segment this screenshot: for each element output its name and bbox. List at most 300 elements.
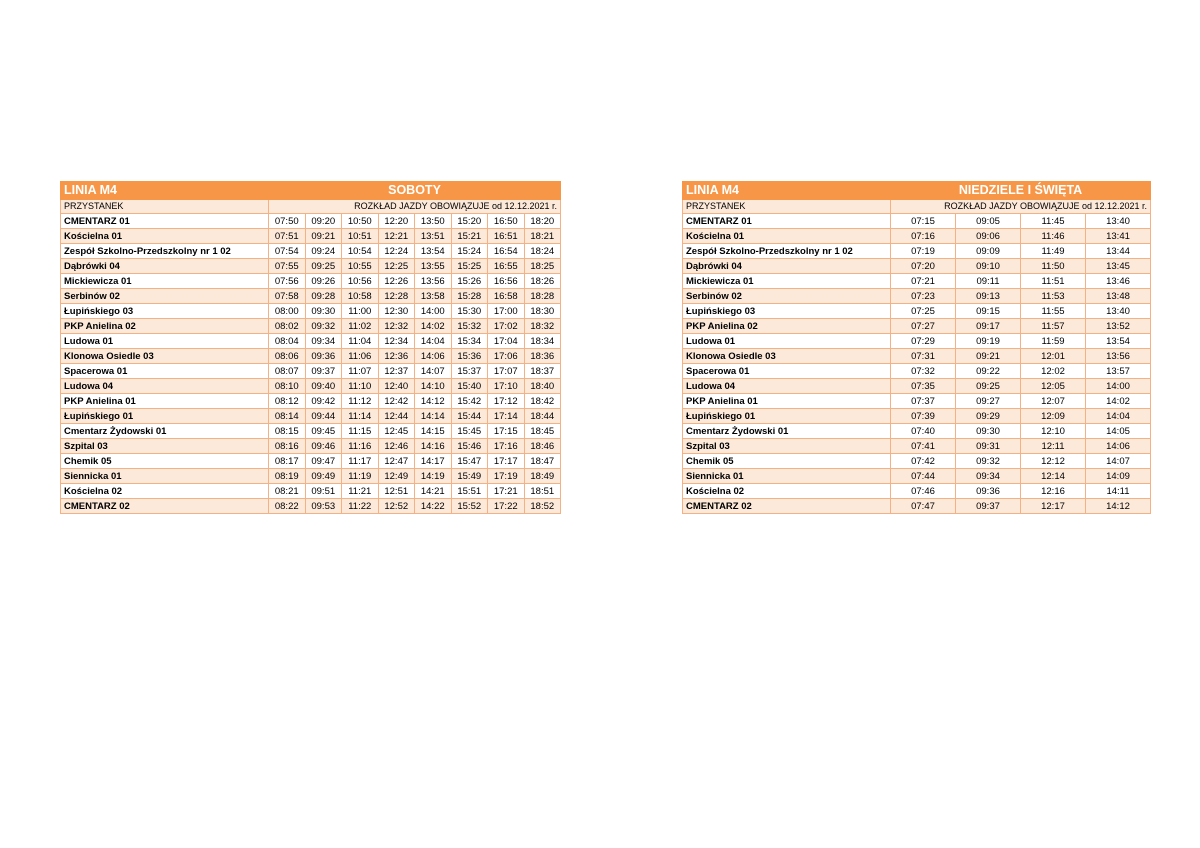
- stop-name: CMENTARZ 01: [61, 214, 269, 229]
- departure-time: 13:55: [415, 259, 452, 274]
- departure-time: 10:56: [342, 274, 379, 289]
- stop-name: CMENTARZ 02: [683, 499, 891, 514]
- departure-time: 18:32: [524, 319, 561, 334]
- stop-column-header: PRZYSTANEK: [61, 200, 269, 214]
- table-row: [61, 214, 561, 229]
- validity-note: ROZKŁAD JAZDY OBOWIĄZUJE od 12.12.2021 r.: [269, 200, 561, 214]
- departure-time: 11:50: [1021, 259, 1086, 274]
- table-row: [683, 454, 1151, 469]
- departure-time: 15:47: [451, 454, 488, 469]
- stop-name: Ludowa 01: [61, 334, 269, 349]
- departure-time: 07:25: [891, 304, 956, 319]
- departure-time: 12:02: [1021, 364, 1086, 379]
- departure-time: 10:51: [342, 229, 379, 244]
- table-row: [61, 439, 561, 454]
- departure-time: 11:07: [342, 364, 379, 379]
- departure-time: 15:26: [451, 274, 488, 289]
- departure-time: 09:24: [305, 244, 342, 259]
- table-row: [683, 274, 1151, 289]
- departure-time: 07:42: [891, 454, 956, 469]
- departure-time: 08:10: [269, 379, 306, 394]
- departure-time: 07:56: [269, 274, 306, 289]
- departure-time: 17:00: [488, 304, 525, 319]
- departure-time: 15:46: [451, 439, 488, 454]
- departure-time: 12:42: [378, 394, 415, 409]
- departure-time: 16:50: [488, 214, 525, 229]
- departure-time: 14:05: [1086, 424, 1151, 439]
- departure-time: 12:51: [378, 484, 415, 499]
- departure-time: 09:26: [305, 274, 342, 289]
- departure-time: 16:55: [488, 259, 525, 274]
- stop-name: Kościelna 02: [683, 484, 891, 499]
- departure-time: 11:17: [342, 454, 379, 469]
- departure-time: 18:30: [524, 304, 561, 319]
- departure-time: 17:06: [488, 349, 525, 364]
- departure-time: 07:46: [891, 484, 956, 499]
- departure-time: 15:44: [451, 409, 488, 424]
- departure-time: 11:53: [1021, 289, 1086, 304]
- departure-time: 18:46: [524, 439, 561, 454]
- departure-time: 09:31: [956, 439, 1021, 454]
- departure-time: 09:21: [956, 349, 1021, 364]
- stop-name: Ludowa 04: [61, 379, 269, 394]
- departure-time: 18:44: [524, 409, 561, 424]
- departure-time: 18:45: [524, 424, 561, 439]
- departure-time: 07:35: [891, 379, 956, 394]
- departure-time: 09:28: [305, 289, 342, 304]
- departure-time: 08:02: [269, 319, 306, 334]
- departure-time: 18:47: [524, 454, 561, 469]
- table-row: [683, 229, 1151, 244]
- departure-time: 12:07: [1021, 394, 1086, 409]
- departure-time: 14:07: [1086, 454, 1151, 469]
- departure-time: 10:50: [342, 214, 379, 229]
- departure-time: 09:25: [956, 379, 1021, 394]
- departure-time: 07:20: [891, 259, 956, 274]
- stop-name: Siennicka 01: [61, 469, 269, 484]
- stop-name: Mickiewicza 01: [683, 274, 891, 289]
- departure-time: 09:51: [305, 484, 342, 499]
- departure-time: 13:52: [1086, 319, 1151, 334]
- table-row: [61, 229, 561, 244]
- departure-time: 11:02: [342, 319, 379, 334]
- departure-time: 18:25: [524, 259, 561, 274]
- departure-time: 12:20: [378, 214, 415, 229]
- departure-time: 07:58: [269, 289, 306, 304]
- stop-name: Serbinów 02: [61, 289, 269, 304]
- line-label: LINIA M4: [61, 182, 269, 200]
- departure-time: 07:55: [269, 259, 306, 274]
- departure-time: 12:01: [1021, 349, 1086, 364]
- departure-time: 07:29: [891, 334, 956, 349]
- day-type-title: NIEDZIELE I ŚWIĘTA: [891, 182, 1151, 200]
- departure-time: 18:40: [524, 379, 561, 394]
- departure-time: 09:15: [956, 304, 1021, 319]
- departure-time: 13:56: [415, 274, 452, 289]
- departure-time: 09:17: [956, 319, 1021, 334]
- departure-time: 16:58: [488, 289, 525, 304]
- departure-time: 15:25: [451, 259, 488, 274]
- table-row: [683, 334, 1151, 349]
- departure-time: 16:51: [488, 229, 525, 244]
- table-row: [61, 289, 561, 304]
- table-row: [683, 424, 1151, 439]
- departure-time: 18:37: [524, 364, 561, 379]
- departure-time: 17:17: [488, 454, 525, 469]
- stop-column-header: PRZYSTANEK: [683, 200, 891, 214]
- departure-time: 11:51: [1021, 274, 1086, 289]
- stop-name: Zespół Szkolno-Przedszkolny nr 1 02: [61, 244, 269, 259]
- stop-name: CMENTARZ 02: [61, 499, 269, 514]
- stop-name: Serbinów 02: [683, 289, 891, 304]
- stop-name: Łupińskiego 03: [683, 304, 891, 319]
- departure-time: 07:41: [891, 439, 956, 454]
- departure-time: 11:19: [342, 469, 379, 484]
- table-row: [683, 304, 1151, 319]
- table-row: [683, 469, 1151, 484]
- departure-time: 07:27: [891, 319, 956, 334]
- departure-time: 07:23: [891, 289, 956, 304]
- departure-time: 12:49: [378, 469, 415, 484]
- departure-time: 12:32: [378, 319, 415, 334]
- departure-time: 12:24: [378, 244, 415, 259]
- departure-time: 18:36: [524, 349, 561, 364]
- table-row: [61, 349, 561, 364]
- departure-time: 12:12: [1021, 454, 1086, 469]
- departure-time: 12:34: [378, 334, 415, 349]
- departure-time: 09:37: [305, 364, 342, 379]
- departure-time: 09:32: [956, 454, 1021, 469]
- departure-time: 17:07: [488, 364, 525, 379]
- departure-time: 09:20: [305, 214, 342, 229]
- stop-name: CMENTARZ 01: [683, 214, 891, 229]
- departure-time: 18:49: [524, 469, 561, 484]
- departure-time: 12:44: [378, 409, 415, 424]
- departure-time: 12:45: [378, 424, 415, 439]
- departure-time: 14:00: [415, 304, 452, 319]
- stop-name: Dąbrówki 04: [683, 259, 891, 274]
- departure-time: 13:54: [1086, 334, 1151, 349]
- departure-time: 13:45: [1086, 259, 1151, 274]
- departure-time: 07:39: [891, 409, 956, 424]
- table-row: [683, 319, 1151, 334]
- departure-time: 15:37: [451, 364, 488, 379]
- departure-time: 09:09: [956, 244, 1021, 259]
- departure-time: 11:14: [342, 409, 379, 424]
- departure-time: 17:12: [488, 394, 525, 409]
- departure-time: 12:36: [378, 349, 415, 364]
- stop-name: Mickiewicza 01: [61, 274, 269, 289]
- table-row: [61, 394, 561, 409]
- departure-time: 08:16: [269, 439, 306, 454]
- departure-time: 09:36: [956, 484, 1021, 499]
- table-row: [61, 424, 561, 439]
- departure-time: 11:21: [342, 484, 379, 499]
- stop-name: Chemik 05: [61, 454, 269, 469]
- stop-name: Kościelna 02: [61, 484, 269, 499]
- departure-time: 11:12: [342, 394, 379, 409]
- departure-time: 09:19: [956, 334, 1021, 349]
- departure-time: 08:14: [269, 409, 306, 424]
- departure-time: 12:30: [378, 304, 415, 319]
- departure-time: 07:40: [891, 424, 956, 439]
- departure-time: 12:47: [378, 454, 415, 469]
- departure-time: 11:00: [342, 304, 379, 319]
- departure-time: 14:17: [415, 454, 452, 469]
- departure-time: 18:51: [524, 484, 561, 499]
- stop-name: Cmentarz Żydowski 01: [683, 424, 891, 439]
- departure-time: 17:15: [488, 424, 525, 439]
- table-row: [61, 304, 561, 319]
- departure-time: 10:58: [342, 289, 379, 304]
- departure-time: 09:27: [956, 394, 1021, 409]
- sunday-timetable: [682, 181, 1151, 514]
- departure-time: 15:32: [451, 319, 488, 334]
- departure-time: 10:54: [342, 244, 379, 259]
- departure-time: 15:24: [451, 244, 488, 259]
- departure-time: 09:29: [956, 409, 1021, 424]
- departure-time: 08:12: [269, 394, 306, 409]
- departure-time: 18:34: [524, 334, 561, 349]
- departure-time: 14:02: [415, 319, 452, 334]
- departure-time: 08:15: [269, 424, 306, 439]
- table-row: [61, 454, 561, 469]
- table-row: [61, 244, 561, 259]
- departure-time: 15:21: [451, 229, 488, 244]
- departure-time: 13:54: [415, 244, 452, 259]
- table-row: [683, 439, 1151, 454]
- departure-time: 09:44: [305, 409, 342, 424]
- table-row: [683, 244, 1151, 259]
- departure-time: 12:11: [1021, 439, 1086, 454]
- departure-time: 10:55: [342, 259, 379, 274]
- departure-time: 15:45: [451, 424, 488, 439]
- departure-time: 18:52: [524, 499, 561, 514]
- table-row: [61, 499, 561, 514]
- departure-time: 07:32: [891, 364, 956, 379]
- table-row: [61, 484, 561, 499]
- departure-time: 07:37: [891, 394, 956, 409]
- stop-name: PKP Anielina 01: [61, 394, 269, 409]
- departure-time: 09:21: [305, 229, 342, 244]
- departure-time: 08:06: [269, 349, 306, 364]
- departure-time: 17:02: [488, 319, 525, 334]
- departure-time: 14:16: [415, 439, 452, 454]
- departure-time: 07:54: [269, 244, 306, 259]
- departure-time: 12:40: [378, 379, 415, 394]
- departure-time: 08:21: [269, 484, 306, 499]
- departure-time: 13:51: [415, 229, 452, 244]
- stop-name: Spacerowa 01: [61, 364, 269, 379]
- departure-time: 11:57: [1021, 319, 1086, 334]
- departure-time: 18:24: [524, 244, 561, 259]
- stop-name: PKP Anielina 02: [683, 319, 891, 334]
- departure-time: 12:25: [378, 259, 415, 274]
- departure-time: 12:17: [1021, 499, 1086, 514]
- departure-time: 08:04: [269, 334, 306, 349]
- stop-name: Ludowa 04: [683, 379, 891, 394]
- line-label: LINIA M4: [683, 182, 891, 200]
- departure-time: 07:21: [891, 274, 956, 289]
- departure-time: 14:21: [415, 484, 452, 499]
- saturday-timetable: [60, 181, 561, 514]
- departure-time: 14:02: [1086, 394, 1151, 409]
- stop-name: Siennicka 01: [683, 469, 891, 484]
- departure-time: 14:04: [415, 334, 452, 349]
- stop-name: Szpital 03: [683, 439, 891, 454]
- departure-time: 13:50: [415, 214, 452, 229]
- departure-time: 12:52: [378, 499, 415, 514]
- stop-name: Cmentarz Żydowski 01: [61, 424, 269, 439]
- departure-time: 09:47: [305, 454, 342, 469]
- table-row: [61, 274, 561, 289]
- table-row: [61, 364, 561, 379]
- departure-time: 11:16: [342, 439, 379, 454]
- departure-time: 12:37: [378, 364, 415, 379]
- departure-time: 14:09: [1086, 469, 1151, 484]
- departure-time: 15:20: [451, 214, 488, 229]
- departure-time: 12:26: [378, 274, 415, 289]
- departure-time: 14:14: [415, 409, 452, 424]
- departure-time: 13:48: [1086, 289, 1151, 304]
- stop-name: Klonowa Osiedle 03: [61, 349, 269, 364]
- departure-time: 15:51: [451, 484, 488, 499]
- table-row: [61, 259, 561, 274]
- departure-time: 15:36: [451, 349, 488, 364]
- stop-name: Kościelna 01: [683, 229, 891, 244]
- validity-note: ROZKŁAD JAZDY OBOWIĄZUJE od 12.12.2021 r.: [891, 200, 1151, 214]
- departure-time: 09:32: [305, 319, 342, 334]
- departure-time: 09:13: [956, 289, 1021, 304]
- departure-time: 14:12: [1086, 499, 1151, 514]
- stop-name: Spacerowa 01: [683, 364, 891, 379]
- departure-time: 15:49: [451, 469, 488, 484]
- departure-time: 17:04: [488, 334, 525, 349]
- departure-time: 09:42: [305, 394, 342, 409]
- table-row: [683, 214, 1151, 229]
- departure-time: 09:49: [305, 469, 342, 484]
- departure-time: 17:16: [488, 439, 525, 454]
- departure-time: 11:59: [1021, 334, 1086, 349]
- departure-time: 15:34: [451, 334, 488, 349]
- departure-time: 12:28: [378, 289, 415, 304]
- departure-time: 15:40: [451, 379, 488, 394]
- departure-time: 14:10: [415, 379, 452, 394]
- departure-time: 17:19: [488, 469, 525, 484]
- departure-time: 17:21: [488, 484, 525, 499]
- departure-time: 09:25: [305, 259, 342, 274]
- departure-time: 07:16: [891, 229, 956, 244]
- departure-time: 08:17: [269, 454, 306, 469]
- departure-time: 18:21: [524, 229, 561, 244]
- departure-time: 09:53: [305, 499, 342, 514]
- departure-time: 07:19: [891, 244, 956, 259]
- departure-time: 17:10: [488, 379, 525, 394]
- stop-name: Kościelna 01: [61, 229, 269, 244]
- departure-time: 14:19: [415, 469, 452, 484]
- departure-time: 07:47: [891, 499, 956, 514]
- departure-time: 11:10: [342, 379, 379, 394]
- departure-time: 15:30: [451, 304, 488, 319]
- departure-time: 08:22: [269, 499, 306, 514]
- departure-time: 17:14: [488, 409, 525, 424]
- departure-time: 18:20: [524, 214, 561, 229]
- departure-time: 09:37: [956, 499, 1021, 514]
- departure-time: 14:07: [415, 364, 452, 379]
- departure-time: 17:22: [488, 499, 525, 514]
- table-row: [683, 364, 1151, 379]
- departure-time: 14:15: [415, 424, 452, 439]
- departure-time: 09:22: [956, 364, 1021, 379]
- stop-name: Łupińskiego 01: [683, 409, 891, 424]
- departure-time: 11:04: [342, 334, 379, 349]
- departure-time: 09:05: [956, 214, 1021, 229]
- table-row: [683, 394, 1151, 409]
- stop-name: Klonowa Osiedle 03: [683, 349, 891, 364]
- departure-time: 13:44: [1086, 244, 1151, 259]
- departure-time: 09:30: [956, 424, 1021, 439]
- departure-time: 12:09: [1021, 409, 1086, 424]
- departure-time: 08:00: [269, 304, 306, 319]
- departure-time: 14:06: [1086, 439, 1151, 454]
- day-type-title: SOBOTY: [269, 182, 561, 200]
- departure-time: 15:42: [451, 394, 488, 409]
- departure-time: 18:42: [524, 394, 561, 409]
- departure-time: 09:34: [956, 469, 1021, 484]
- departure-time: 13:56: [1086, 349, 1151, 364]
- table-row: [61, 409, 561, 424]
- departure-time: 11:45: [1021, 214, 1086, 229]
- departure-time: 07:51: [269, 229, 306, 244]
- departure-time: 18:28: [524, 289, 561, 304]
- departure-time: 09:45: [305, 424, 342, 439]
- table-row: [61, 334, 561, 349]
- stop-name: PKP Anielina 02: [61, 319, 269, 334]
- departure-time: 13:57: [1086, 364, 1151, 379]
- stop-name: Ludowa 01: [683, 334, 891, 349]
- departure-time: 11:49: [1021, 244, 1086, 259]
- table-row: [61, 469, 561, 484]
- departure-time: 14:11: [1086, 484, 1151, 499]
- departure-time: 18:26: [524, 274, 561, 289]
- table-row: [61, 319, 561, 334]
- departure-time: 13:40: [1086, 214, 1151, 229]
- departure-time: 11:22: [342, 499, 379, 514]
- departure-time: 13:58: [415, 289, 452, 304]
- departure-time: 13:46: [1086, 274, 1151, 289]
- table-row: [683, 409, 1151, 424]
- stop-name: Dąbrówki 04: [61, 259, 269, 274]
- departure-time: 12:10: [1021, 424, 1086, 439]
- departure-time: 16:56: [488, 274, 525, 289]
- departure-time: 14:06: [415, 349, 452, 364]
- departure-time: 09:40: [305, 379, 342, 394]
- departure-time: 15:52: [451, 499, 488, 514]
- departure-time: 08:07: [269, 364, 306, 379]
- table-row: [683, 289, 1151, 304]
- stop-name: Chemik 05: [683, 454, 891, 469]
- departure-time: 12:46: [378, 439, 415, 454]
- stop-name: Szpital 03: [61, 439, 269, 454]
- table-row: [683, 484, 1151, 499]
- table-row: [61, 379, 561, 394]
- table-row: [683, 349, 1151, 364]
- departure-time: 13:41: [1086, 229, 1151, 244]
- departure-time: 08:19: [269, 469, 306, 484]
- departure-time: 09:36: [305, 349, 342, 364]
- departure-time: 12:05: [1021, 379, 1086, 394]
- departure-time: 07:31: [891, 349, 956, 364]
